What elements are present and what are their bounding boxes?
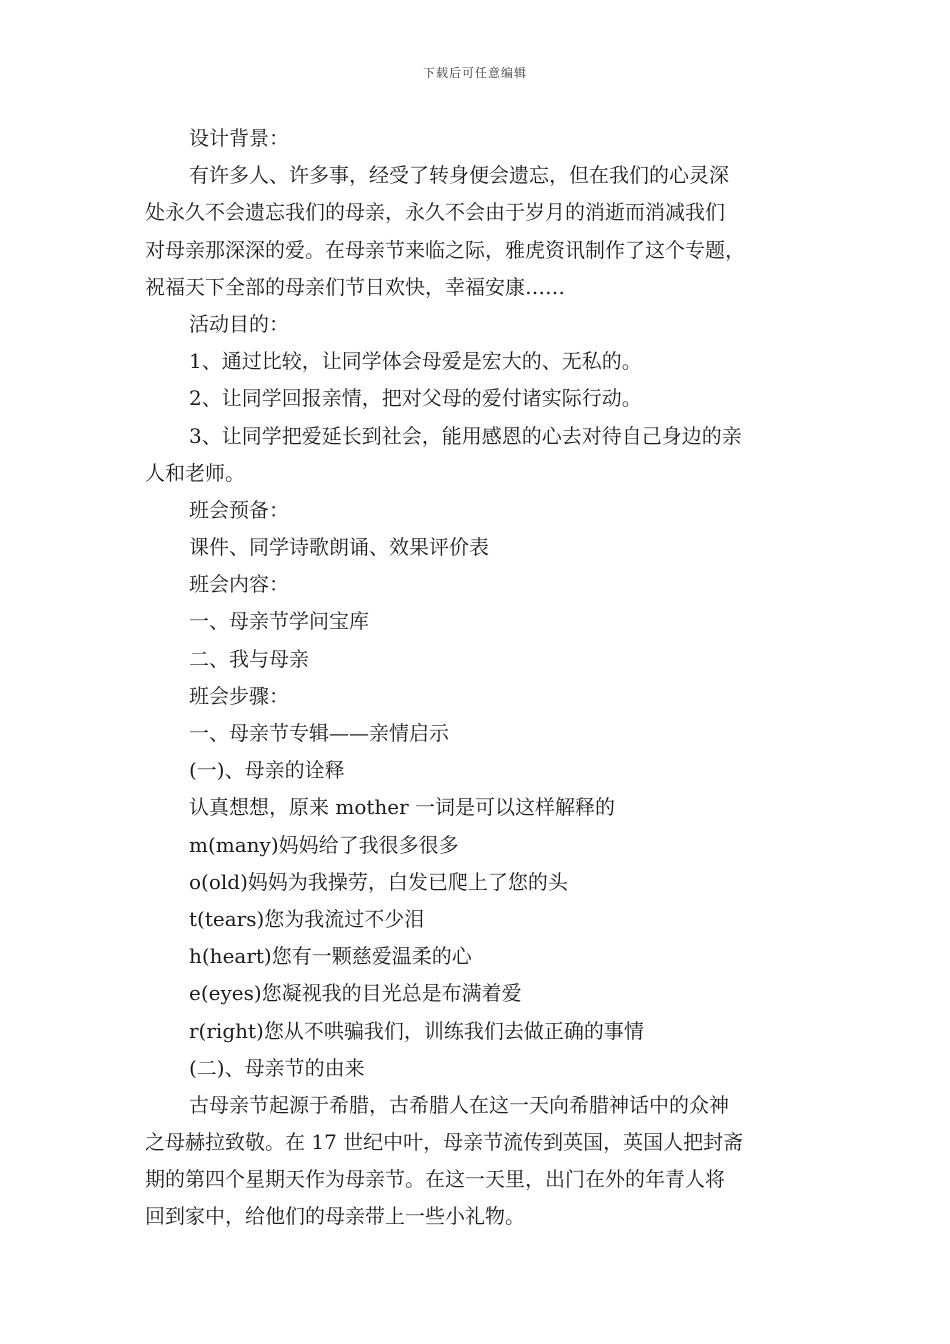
- text-line: h(heart)您有一颗慈爱温柔的心: [189, 944, 472, 969]
- text-line: 对母亲那深深的爱。在母亲节来临之际，雅虎资讯制作了这个专题，: [145, 237, 745, 262]
- text-line: 古母亲节起源于希腊，古希腊人在这一天向希腊神话中的众神: [189, 1092, 729, 1117]
- text-line: 班会内容：: [189, 572, 289, 597]
- text-line: 课件、同学诗歌朗诵、效果评价表: [189, 535, 489, 560]
- text-line: 一、母亲节学问宝库: [189, 609, 369, 634]
- text-line: 一、母亲节专辑——亲情启示: [189, 721, 449, 745]
- text-line: 设计背景：: [189, 126, 289, 150]
- text-line: (二)、母亲节的由来: [189, 1055, 365, 1080]
- text-line: 班会步骤：: [189, 683, 289, 708]
- text-line: 2、让同学回报亲情，把对父母的爱付诸实际行动。: [189, 386, 642, 411]
- text-line: t(tears)您为我流过不少泪: [189, 906, 425, 931]
- text-line: 之母赫拉致敬。在 17 世纪中叶，母亲节流传到英国，英国人把封斋: [145, 1130, 744, 1155]
- text-line: e(eyes)您凝视我的目光总是布满着爱: [189, 981, 522, 1006]
- document-body: [145, 120, 810, 1236]
- text-line: 处永久不会遗忘我们的母亲，永久不会由于岁月的消逝而消减我们: [145, 200, 725, 225]
- text-line: 祝福天下全部的母亲们节日欢快，幸福安康……: [145, 274, 565, 299]
- text-line: (一)、母亲的诠释: [189, 758, 345, 783]
- text-line: o(old)妈妈为我操劳，白发已爬上了您的头: [189, 869, 568, 894]
- text-line: 期的第四个星期天作为母亲节。在这一天里，出门在外的年青人将: [145, 1167, 725, 1192]
- text-line: 人和老师。: [145, 460, 245, 485]
- text-line: 二、我与母亲: [189, 646, 309, 671]
- text-line: 3、让同学把爱延长到社会，能用感恩的心去对待自己身边的亲: [189, 423, 742, 448]
- text-line: 有许多人、许多事，经受了转身便会遗忘，但在我们的心灵深: [189, 163, 729, 188]
- text-line: 活动目的：: [189, 311, 289, 336]
- text-line: 回到家中，给他们的母亲带上一些小礼物。: [145, 1204, 525, 1229]
- text-line: m(many)妈妈给了我很多很多: [189, 832, 459, 857]
- text-line: 1、通过比较，让同学体会母爱是宏大的、无私的。: [189, 349, 642, 374]
- page-header-note: 下载后可任意编辑: [422, 66, 527, 80]
- text-line: r(right)您从不哄骗我们，训练我们去做正确的事情: [189, 1018, 644, 1043]
- text-line: 认真想想，原来 mother 一词是可以这样解释的: [189, 795, 616, 820]
- text-line: 班会预备：: [189, 497, 289, 522]
